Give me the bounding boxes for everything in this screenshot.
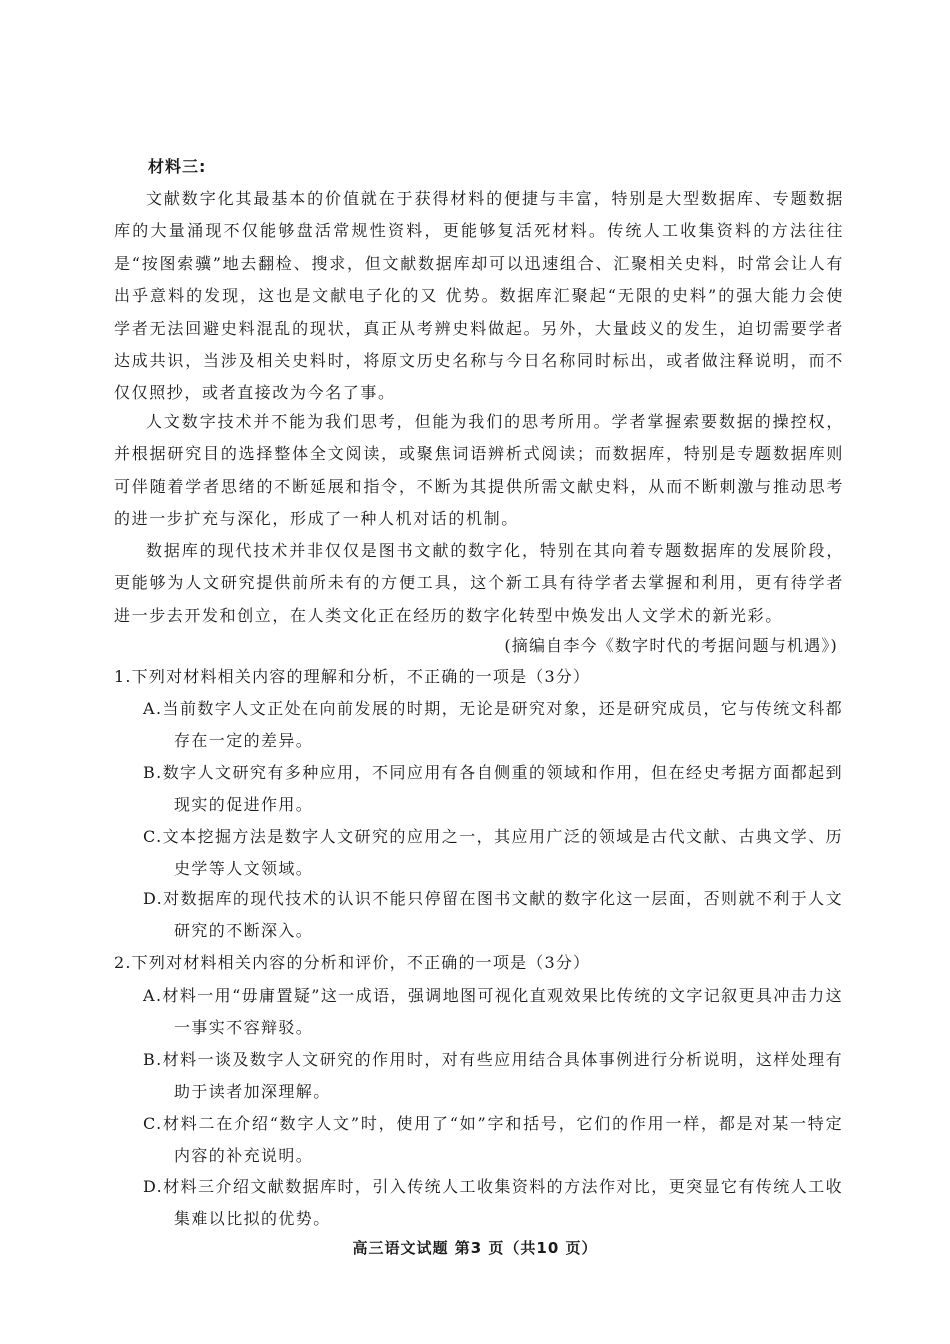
passage-paragraph-1: 文献数字化其最基本的价值就在于获得材料的便捷与丰富，特别是大型数据库、专题数据库的大量涌现不仅能够盘活常规性资料，更能够复活死材料。传统人工收集资料的方法往往是“按图索骥”地去翻检、搜求，但文献数据库却可以迅速组合、汇聚相关史料，时常会让人有出乎意料的发现，这也是文献电子化的又 优势。数据库汇聚起“无限的史料”的强大能力会使学者无法回避史料混乱的现状，真正从考辨史料做起。另外，大量歧义的发生，迫切需要学者达成共识，当涉及相关史料时，将原文历史名称与今日名称同时标出，或者做注释说明，而不仅仅照抄，或者直接改为今名了事。 [114,189,844,403]
question-1-option-a: A.当前数字人文正处在向前发展的时期，无论是研究对象，还是研究成员，它与传统文科都存在一定的差异。 [143,699,843,750]
passage-paragraph-3: 数据库的现代技术并非仅仅是图书文献的数字化，特别在其向着专题数据库的发展阶段，更能够为人文研究提供前所未有的方便工具，这个新工具有待学者去掌握和利用，更有待学者进一步去开发和创立，在人类文化正在经历的数字化转型中焕发出人文学术的新光彩。 [114,541,844,625]
source-citation: (摘编自李今《数字时代的考据问题与机遇》) [504,636,838,655]
question-2-option-d: D.材料三介绍文献数据库时，引入传统人工收集资料的方法作对比，更突显它有传统人工收集难以比拟的优势。 [143,1177,843,1228]
question-1-option-c: C.文本挖掘方法是数字人文研究的应用之一，其应用广泛的领域是古代文献、古典文学、历史学等人文领域。 [143,827,843,878]
question-2-option-b: B.材料一谈及数字人文研究的作用时，对有些应用结合具体事例进行分析说明，这样处理有助于读者加深理解。 [143,1050,843,1101]
question-1-stem: 1.下列对材料相关内容的理解和分析，不正确的一项是（3分） [114,667,591,686]
question-1-option-b: B.数字人文研究有多种应用，不同应用有各自侧重的领域和作用，但在经史考据方面都起到现实的促进作用。 [143,763,843,814]
material-title: 材料三: [148,157,207,176]
question-2-option-c: C.材料二在介绍“数字人文”时，使用了“如”字和括号，它们的作用一样，都是对某一特定内容的补充说明。 [143,1114,843,1165]
question-2-option-a: A.材料一用“毋庸置疑”这一成语，强调地图可视化直观效果比传统的文字记叙更具冲击力这一事实不容辩驳。 [143,986,843,1037]
page-footer: 高三语文试题 第3 页（共10 页） [352,1239,598,1257]
question-2-stem: 2.下列对材料相关内容的分析和评价，不正确的一项是（3分） [114,953,591,972]
passage-paragraph-2: 人文数字技术并不能为我们思考，但能为我们的思考所用。学者掌握索要数据的操控权，并根据研究目的选择整体全文阅读，或聚焦词语辨析式阅读；而数据库，特别是专题数据库则可伴随着学者思绪的不断延展和指令，不断为其提供所需文献史料，从而不断刺激与推动思考的进一步扩充与深化，形成了一种人机对话的机制。 [114,412,844,529]
question-1-option-d: D.对数据库的现代技术的认识不能只停留在图书文献的数字化这一层面，否则就不利于人文研究的不断深入。 [143,889,843,940]
